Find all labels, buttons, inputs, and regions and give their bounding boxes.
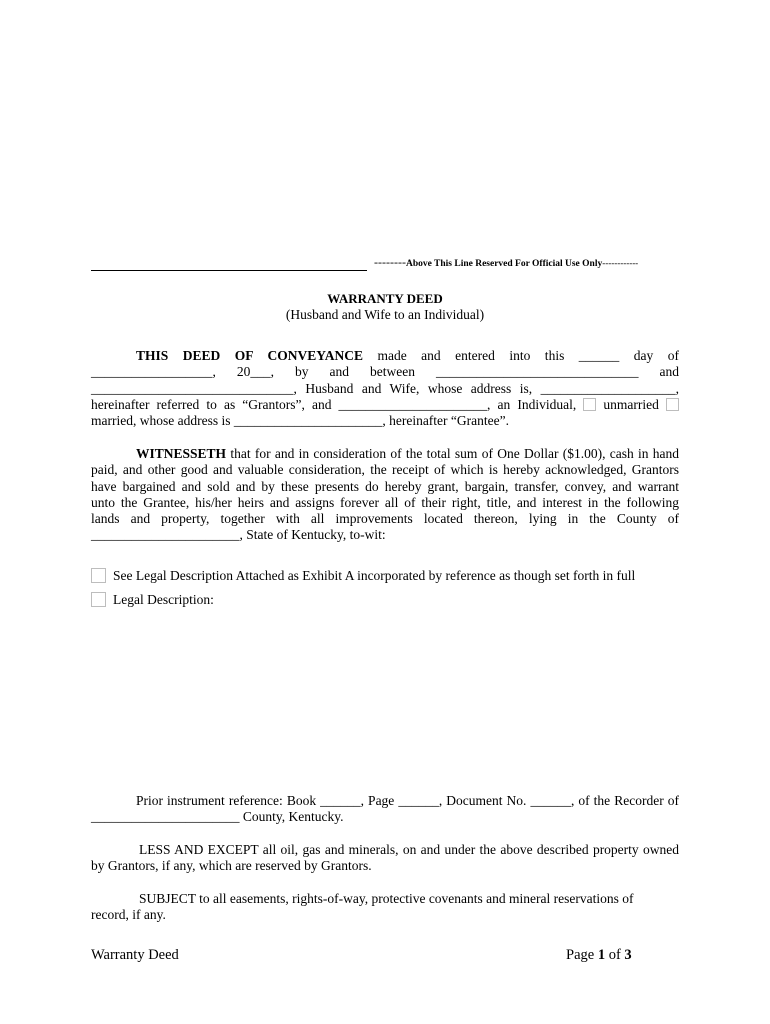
witnesseth-line-6: ______________________, State of Kentucky, to-wit: xyxy=(91,527,386,543)
conveyance-line-3: ______________________________, Husband and Wife, whose address is, ____________________, xyxy=(91,380,679,396)
witnesseth-line-4: unto the Grantee, his/her heirs and assigns forever all of their right, title, and interest in the following xyxy=(91,494,679,510)
footer-document-name: Warranty Deed xyxy=(91,947,179,963)
exhibit-checkbox[interactable] xyxy=(91,568,106,583)
legal-description-option xyxy=(91,592,214,608)
prior-instrument-paragraph xyxy=(91,793,679,826)
conveyance-line-4 xyxy=(91,397,679,413)
witnesseth-line-5: lands and property, together with all improvements located thereon, lying in the County of xyxy=(91,511,679,527)
page-word: Page xyxy=(566,947,595,963)
conveyance-line-4-text: hereinafter referred to as “Grantors”, and ______________________, an Individual, xyxy=(91,396,577,412)
conveyance-line-1 xyxy=(91,348,679,364)
footer-page-indicator xyxy=(566,947,632,964)
reserved-signature-line xyxy=(91,270,367,271)
reserved-tail-dashes: ------------ xyxy=(602,258,639,268)
witnesseth-line-1 xyxy=(91,446,679,462)
individual-checkbox[interactable] xyxy=(583,398,596,411)
unmarried-checkbox[interactable] xyxy=(666,398,679,411)
document-subtitle: (Husband and Wife to an Individual) xyxy=(285,307,485,322)
legal-description-checkbox[interactable] xyxy=(91,592,106,607)
less-except-line-2: by Grantors, if any, which are reserved by Grantors. xyxy=(91,858,372,874)
conveyance-line-5: married, whose address is ______________________, hereinafter “Grantee”. xyxy=(91,413,509,429)
legal-description-label: Legal Description: xyxy=(113,592,214,607)
witnesseth-heading: WITNESSETH xyxy=(136,446,227,461)
unmarried-label: unmarried xyxy=(603,396,659,412)
witnesseth-line-3: have bargained and sold and by these presents do hereby grant, bargain, transfer, convey, and warrant xyxy=(91,478,679,494)
of-word: of xyxy=(608,947,621,963)
page-number: 1 xyxy=(597,947,606,963)
subject-line-2: record, if any. xyxy=(91,907,166,922)
less-except-paragraph xyxy=(91,842,679,875)
witnesseth-paragraph xyxy=(91,446,679,544)
conveyance-paragraph xyxy=(91,348,679,429)
conveyance-heading: THIS DEED OF CONVEYANCE xyxy=(136,348,363,363)
reserved-label: Above This Line Reserved For Official Use Only xyxy=(405,259,603,269)
page-total: 3 xyxy=(624,947,632,963)
exhibit-label: See Legal Description Attached as Exhibit A incorporated by reference as though set forth in full xyxy=(113,568,636,583)
prior-line-1: Prior instrument reference: Book ______, Page ______, Document No. ______, of the Recorder of xyxy=(136,793,679,808)
less-except-line-1: LESS AND EXCEPT all oil, gas and minerals, on and under the above described property owned xyxy=(139,842,679,857)
conveyance-line-1-text: made and entered into this ______ day of xyxy=(377,348,679,363)
witnesseth-line-1-text: that for and in consideration of the total sum of One Dollar ($1.00), cash in hand xyxy=(230,446,680,461)
witnesseth-line-2: paid, and other good and valuable consideration, the receipt of which is hereby acknowledged, Grantors xyxy=(91,462,679,478)
subject-line-1: SUBJECT to all easements, rights-of-way, protective covenants and mineral reservations of xyxy=(139,891,634,906)
exhibit-option xyxy=(91,568,635,584)
conveyance-line-2: __________________, 20___, by and between ______________________________ and xyxy=(91,364,679,380)
document-title: WARRANTY DEED xyxy=(327,291,443,306)
reserved-lead-dashes: -------- xyxy=(374,255,406,269)
reserved-notice xyxy=(374,255,638,270)
prior-line-2: ______________________ County, Kentucky. xyxy=(91,809,344,825)
